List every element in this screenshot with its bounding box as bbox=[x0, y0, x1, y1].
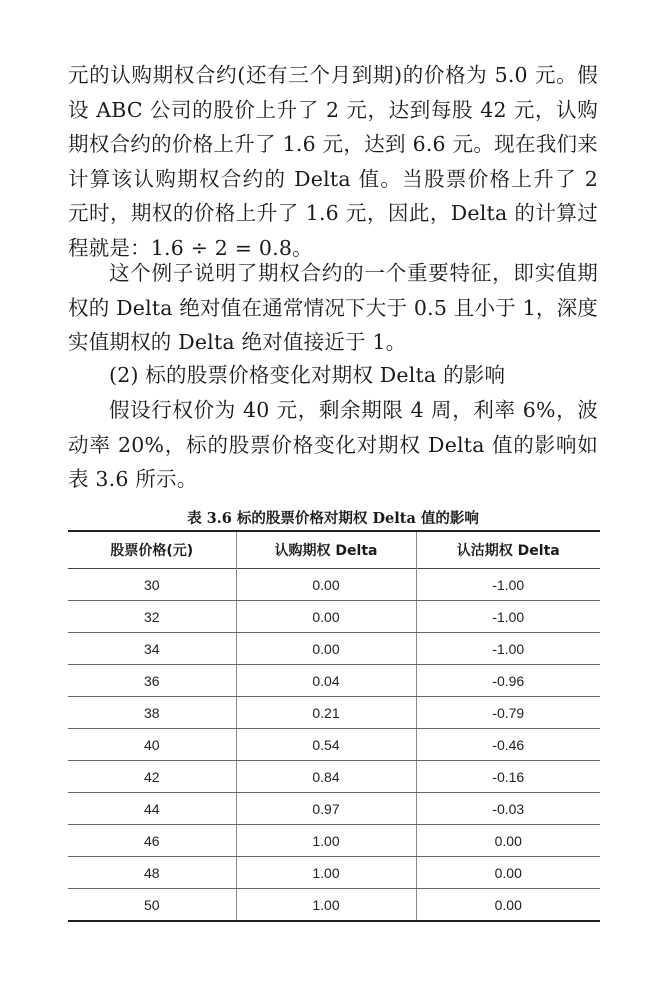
cell-stock-price: 38 bbox=[68, 697, 236, 729]
cell-put-delta: -1.00 bbox=[416, 601, 600, 633]
cell-stock-price: 46 bbox=[68, 825, 236, 857]
table-row bbox=[68, 825, 600, 857]
cell-put-delta: -0.46 bbox=[416, 729, 600, 761]
table-row bbox=[68, 857, 600, 889]
cell-stock-price: 50 bbox=[68, 889, 236, 922]
cell-stock-price: 42 bbox=[68, 761, 236, 793]
cell-call-delta: 1.00 bbox=[236, 889, 416, 922]
cell-put-delta: -0.96 bbox=[416, 665, 600, 697]
paragraph-itm-delta-feature: 这个例子说明了期权合约的一个重要特征，即实值期权的 Delta 绝对值在通常情况下大于 0.5 且小于 1，深度实值期权的 Delta 绝对值接近于 1。 bbox=[68, 261, 598, 355]
cell-put-delta: -0.16 bbox=[416, 761, 600, 793]
cell-stock-price: 44 bbox=[68, 793, 236, 825]
cell-call-delta: 0.21 bbox=[236, 697, 416, 729]
header-call-delta: 认购期权 Delta bbox=[236, 531, 416, 569]
cell-put-delta: -0.79 bbox=[416, 697, 600, 729]
cell-call-delta: 0.84 bbox=[236, 761, 416, 793]
paragraph-delta-example: 元的认购期权合约(还有三个月到期)的价格为 5.0 元。假设 ABC 公司的股价上升了 2 元，达到每股 42 元，认购期权合约的价格上升了 1.6 元，达到 6.6 元。现在我们来计算该认购期权合约的 Delta 值。当股票价格上升了 2 元时，期权的价格上升了 1.6 元，因此，Delta 的计算过程就是：1.6 ÷ 2 = 0.8。 bbox=[68, 63, 598, 260]
cell-put-delta: 0.00 bbox=[416, 889, 600, 922]
table-row bbox=[68, 569, 600, 601]
cell-call-delta: 0.00 bbox=[236, 569, 416, 601]
cell-call-delta: 0.97 bbox=[236, 793, 416, 825]
table-row bbox=[68, 697, 600, 729]
table-header-row bbox=[68, 531, 600, 569]
cell-call-delta: 0.54 bbox=[236, 729, 416, 761]
cell-call-delta: 1.00 bbox=[236, 857, 416, 889]
table-row bbox=[68, 761, 600, 793]
cell-call-delta: 0.04 bbox=[236, 665, 416, 697]
table-row bbox=[68, 633, 600, 665]
cell-stock-price: 40 bbox=[68, 729, 236, 761]
cell-put-delta: -0.03 bbox=[416, 793, 600, 825]
table-row bbox=[68, 729, 600, 761]
cell-call-delta: 0.00 bbox=[236, 601, 416, 633]
cell-stock-price: 36 bbox=[68, 665, 236, 697]
table-row bbox=[68, 889, 600, 922]
cell-put-delta: -1.00 bbox=[416, 633, 600, 665]
cell-put-delta: 0.00 bbox=[416, 825, 600, 857]
header-stock-price: 股票价格(元) bbox=[110, 543, 194, 559]
table-row bbox=[68, 601, 600, 633]
cell-stock-price: 34 bbox=[68, 633, 236, 665]
cell-stock-price: 30 bbox=[68, 569, 236, 601]
cell-call-delta: 1.00 bbox=[236, 825, 416, 857]
table-caption: 表 3.6 标的股票价格对期权 Delta 值的影响 bbox=[187, 510, 479, 527]
table-row bbox=[68, 793, 600, 825]
section-heading: (2) 标的股票价格变化对期权 Delta 的影响 bbox=[109, 363, 506, 387]
delta-table bbox=[68, 530, 600, 922]
cell-stock-price: 32 bbox=[68, 601, 236, 633]
cell-put-delta: -1.00 bbox=[416, 569, 600, 601]
table-row bbox=[68, 665, 600, 697]
cell-call-delta: 0.00 bbox=[236, 633, 416, 665]
paragraph-assumptions: 假设行权价为 40 元，剩余期限 4 周，利率 6%，波动率 20%，标的股票价格变化对期权 Delta 值的影响如表 3.6 所示。 bbox=[68, 398, 598, 492]
cell-stock-price: 48 bbox=[68, 857, 236, 889]
header-put-delta: 认沽期权 Delta bbox=[416, 531, 600, 569]
cell-put-delta: 0.00 bbox=[416, 857, 600, 889]
